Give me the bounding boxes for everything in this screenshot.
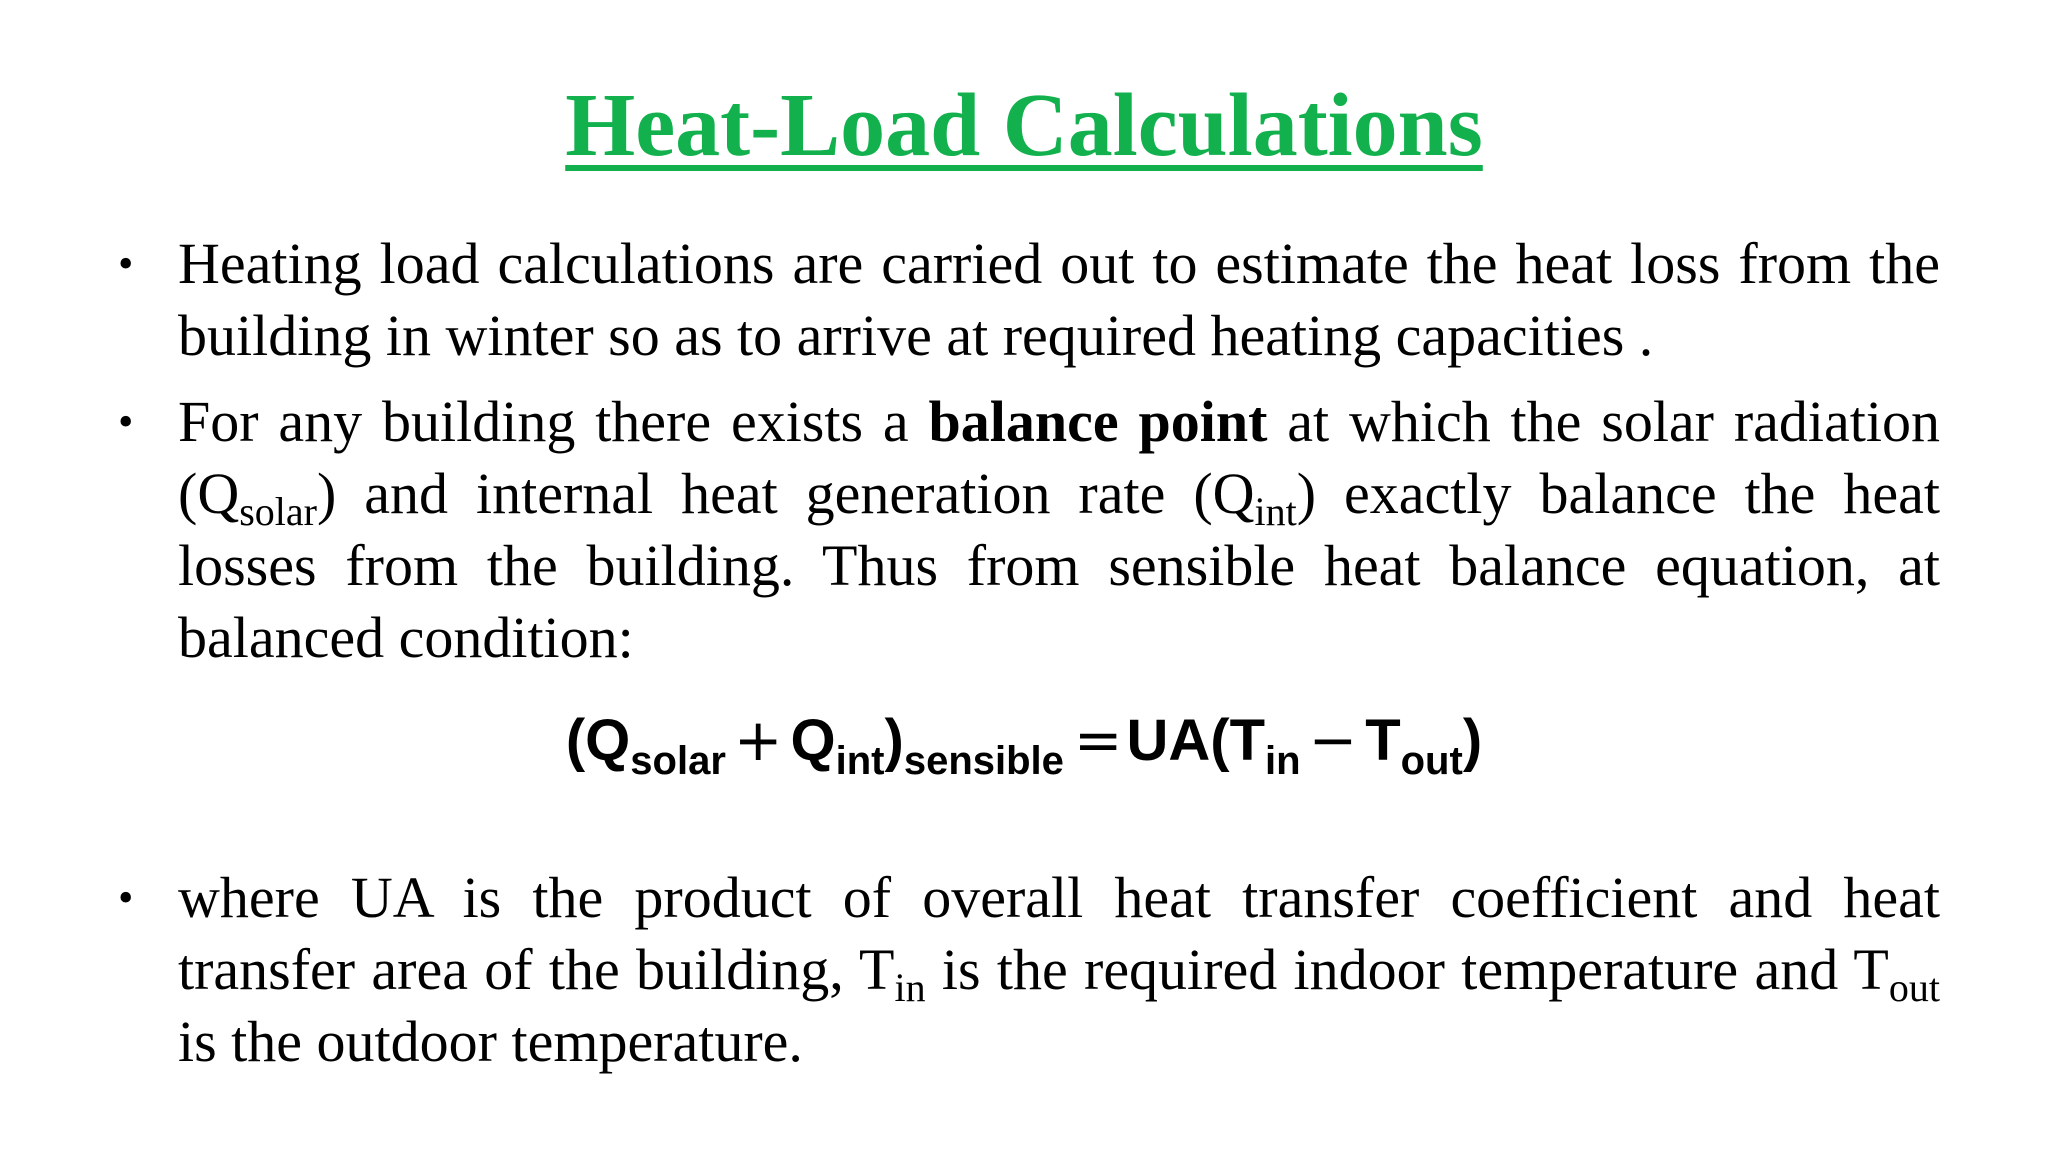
eq-sub-int: int [835,739,885,783]
eq-sub-sensible: sensible [903,739,1064,783]
bullet-heating-load [118,228,1940,372]
eq-close: ) [884,708,904,773]
bullet-text: Heating load calculations are carried out to estimate the heat loss from the building in winter so as to arrive at required heating capacities . [178,231,1940,368]
bullet-list-bottom [118,862,1940,1092]
eq-equals: = [1073,706,1123,774]
subscript-out: out [1888,965,1940,1010]
bullet-dot: • [118,397,134,446]
bullet-text-part: For any building there exists a [178,389,929,454]
eq-t: T [1365,708,1401,773]
eq-minus: − [1308,706,1358,774]
eq-ua: UA(T [1126,708,1266,773]
bullet-text-part: ) exactly balance the heat losses from the building. Thus from sensible heat balance equation, at balanced condition: [178,461,1940,670]
bullet-text-part: is the outdoor temperature. [178,1009,803,1074]
eq-sub-in: in [1265,739,1301,783]
eq-end: ) [1462,708,1483,773]
bullet-list-top [118,228,1940,688]
eq-plus: + [733,706,783,774]
subscript-solar: solar [239,489,317,534]
bullet-dot: • [118,873,134,922]
subscript-in: in [894,965,926,1010]
bullet-text-part: at which the solar radiation (Q [178,389,1940,526]
bullet-text-part: ) and internal heat generation rate (Q [316,461,1255,526]
eq-sub-out: out [1400,739,1463,783]
eq-sub-solar: solar [630,739,726,783]
heat-balance-equation [0,700,2048,781]
bullet-text-part: is the required indoor temperature and T [925,937,1889,1002]
bullet-text-part: where UA is the product of overall heat transfer coefficient and heat transfer area of the building, T [178,865,1940,1002]
bullet-dot: • [118,239,134,288]
bullet-balance-point [118,386,1940,674]
slide-title: Heat-Load Calculations [565,76,1483,175]
subscript-int: int [1254,489,1297,534]
eq-q: Q [790,708,836,773]
bold-term-balance-point: balance point [928,389,1268,454]
eq-open: (Q [565,708,631,773]
bullet-ua-definition [118,862,1940,1078]
